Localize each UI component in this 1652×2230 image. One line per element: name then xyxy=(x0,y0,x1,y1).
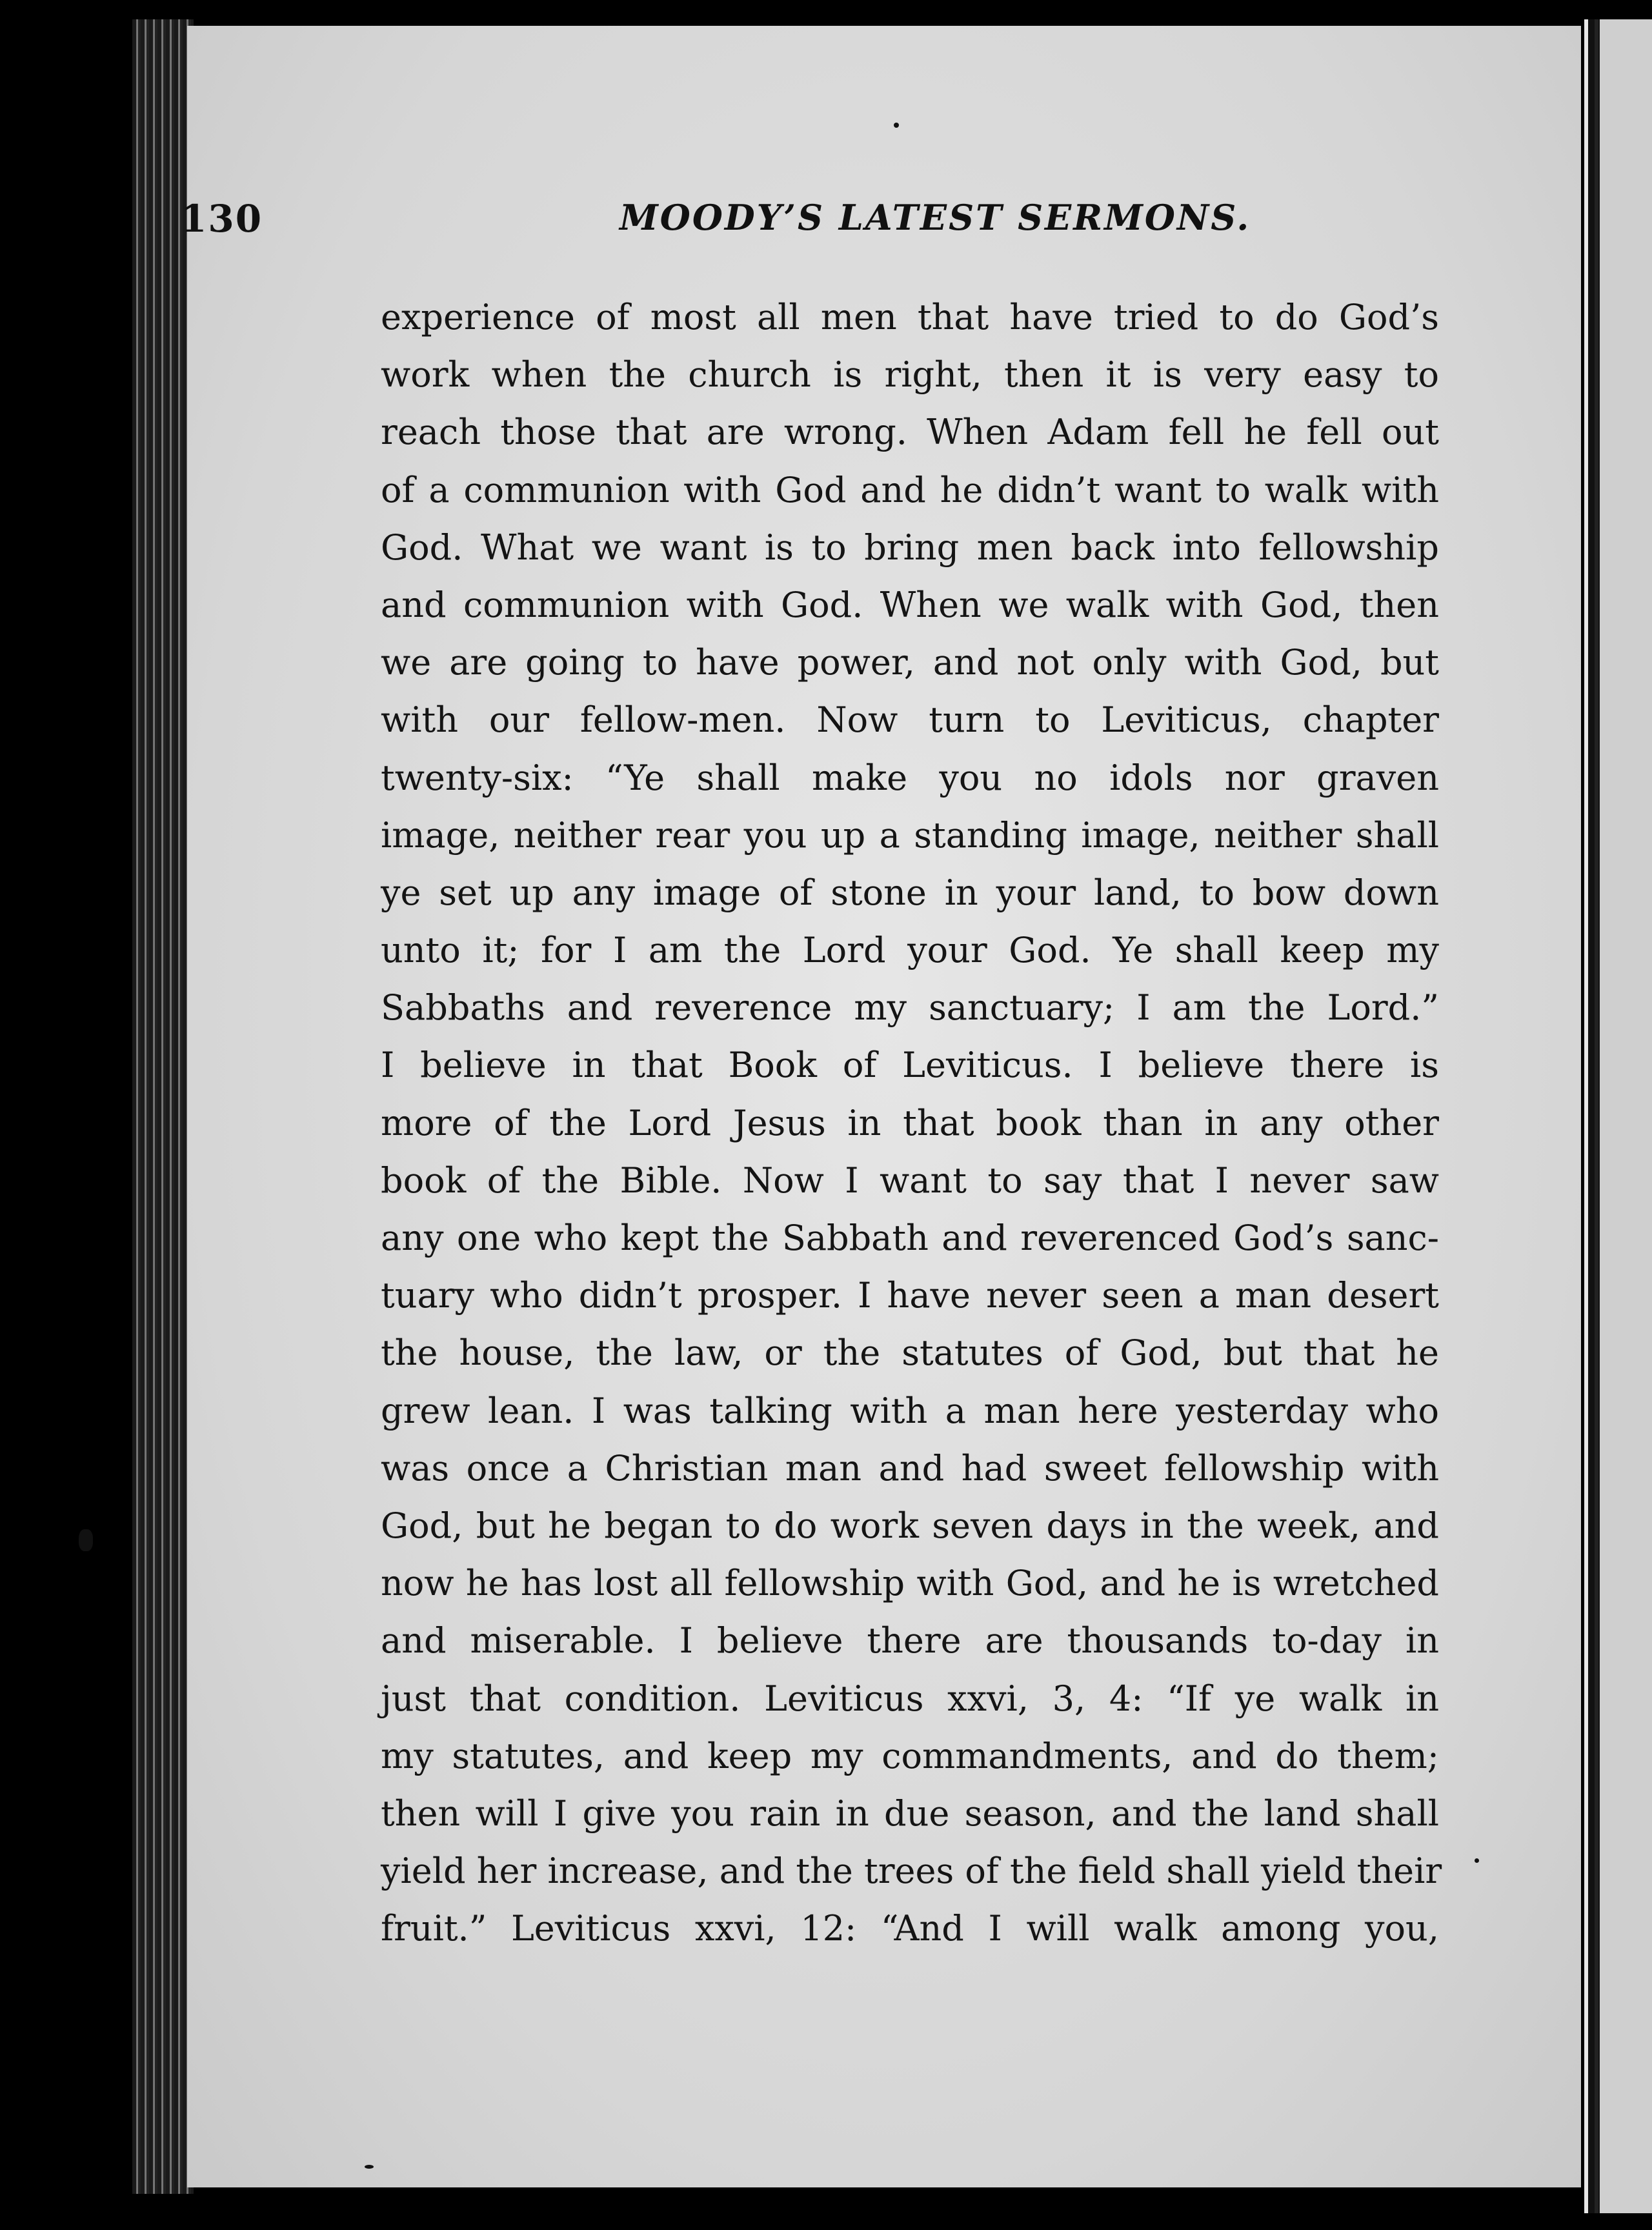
scan-speck xyxy=(365,2165,374,2169)
text-line: fruit.” Leviticus xxvi, 12: “And I will walk among you, xyxy=(381,1908,1439,1949)
text-line: we are going to have power, and not only with God, but xyxy=(381,642,1439,683)
text-line: and miserable. I believe there are thousands to-day in xyxy=(381,1620,1439,1662)
running-head: MOODY’S LATEST SERMONS. xyxy=(620,197,1251,238)
text-line: ye set up any image of stone in your land, to bow down xyxy=(381,872,1439,913)
text-line: unto it; for I am the Lord your God. Ye shall keep my xyxy=(381,930,1439,971)
text-line: then will I give you rain in due season, and the land shall xyxy=(381,1793,1439,1834)
gutter-rule xyxy=(1595,19,1598,2213)
scan-speck xyxy=(1475,1858,1479,1863)
text-line: just that condition. Leviticus xxvi, 3, 4: “If ye walk in xyxy=(381,1678,1439,1719)
text-line: I believe in that Book of Leviticus. I believe there is xyxy=(381,1045,1439,1086)
text-line: yield her increase, and the trees of the field shall yield their xyxy=(381,1851,1442,1892)
text-line: twenty-six: “Ye shall make you no idols nor graven xyxy=(381,757,1439,798)
scan-speck xyxy=(79,1529,93,1551)
text-line: God, but he began to do work seven days in the week, and xyxy=(381,1505,1439,1546)
text-line: Sabbaths and reverence my sanctuary; I am the Lord.” xyxy=(381,987,1439,1029)
text-line: reach those that are wrong. When Adam fell he fell out xyxy=(381,412,1439,453)
text-line: of a communion with God and he didn’t want to walk with xyxy=(381,469,1439,510)
text-line: God. What we want is to bring men back into fellowship xyxy=(381,527,1439,568)
text-line: was once a Christian man and had sweet fellowship with xyxy=(381,1447,1439,1489)
text-line: my statutes, and keep my commandments, and do them; xyxy=(381,1735,1439,1776)
page-number: 130 xyxy=(181,197,263,241)
book-page-edges xyxy=(132,19,194,2194)
text-line: work when the church is right, then it is very easy to xyxy=(381,354,1439,396)
text-line: image, neither rear you up a standing image, neither shall xyxy=(381,814,1439,856)
text-line: experience of most all men that have tried to do God’s xyxy=(381,297,1439,337)
facing-page-edge xyxy=(1584,19,1652,2213)
text-line: with our fellow-men. Now turn to Leviticus, chapter xyxy=(381,699,1439,741)
text-line: now he has lost all fellowship with God, and he is wretched xyxy=(381,1563,1439,1604)
body-text xyxy=(381,288,1442,1957)
text-line: and communion with God. When we walk with God, then xyxy=(381,584,1439,625)
text-line: any one who kept the Sabbath and reverenced God’s sanc- xyxy=(381,1218,1439,1258)
facing-page-sliver xyxy=(1600,19,1652,2213)
text-line: book of the Bible. Now I want to say that I never saw xyxy=(381,1160,1439,1201)
text-line: the house, the law, or the statutes of God, but that he xyxy=(381,1332,1439,1374)
scan-speck xyxy=(894,123,899,128)
text-line: more of the Lord Jesus in that book than in any other xyxy=(381,1102,1439,1143)
text-line: tuary who didn’t prosper. I have never seen a man desert xyxy=(381,1275,1439,1316)
text-line: grew lean. I was talking with a man here yesterday who xyxy=(381,1390,1439,1431)
